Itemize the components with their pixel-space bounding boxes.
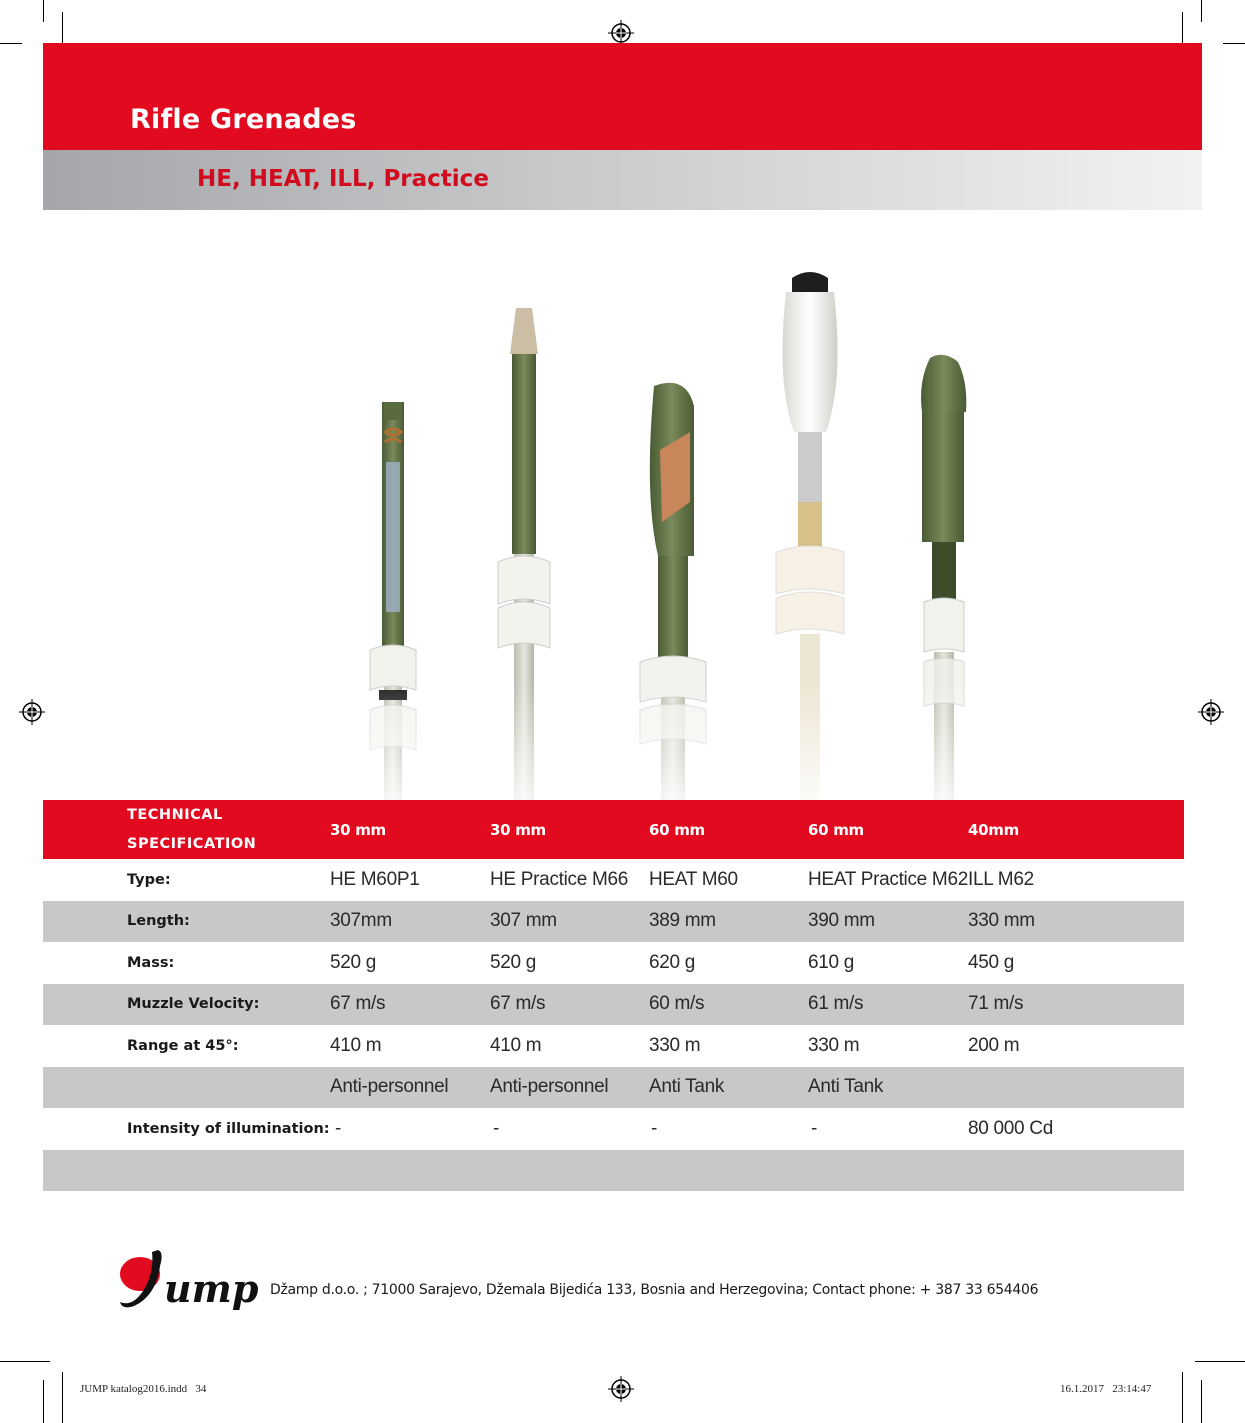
spec-row-length (43, 901, 1184, 943)
crop-mark (43, 1380, 44, 1423)
spec-row-muzzle-velocity (43, 984, 1184, 1026)
crop-mark (1201, 0, 1202, 22)
spec-row-mass (43, 942, 1184, 984)
spec-table (43, 800, 1184, 1191)
table-cell: 67 m/s (330, 993, 386, 1015)
table-cell: 410 m (490, 1034, 542, 1056)
caliber-header: 30 mm (490, 820, 546, 839)
table-cell: 80 000 Cd (968, 1117, 1053, 1139)
table-cell: 390 mm (808, 910, 875, 932)
slug-datetime: 16.1.2017 23:14:47 (1060, 1383, 1152, 1395)
spec-row-purpose (43, 1067, 1184, 1109)
table-cell: HE Practice M66 (490, 868, 629, 890)
caliber-header: 60 mm (808, 820, 864, 839)
registration-mark-icon (1198, 699, 1224, 725)
table-cell: 520 g (330, 951, 377, 973)
table-cell: 610 g (808, 951, 855, 973)
svg-text:ump: ump (164, 1266, 258, 1311)
row-label: Muzzle Velocity: (127, 996, 260, 1013)
table-cell: 60 m/s (649, 993, 705, 1015)
table-cell: HEAT M60 (649, 868, 738, 890)
rifle-grenades-illustration (340, 262, 1000, 800)
table-cell: 67 m/s (490, 993, 546, 1015)
crop-mark (0, 1361, 50, 1362)
crop-mark (1223, 43, 1245, 44)
spec-row-range (43, 1025, 1184, 1067)
crop-mark (1201, 1380, 1202, 1423)
table-cell: 450 g (968, 951, 1015, 973)
registration-mark-icon (608, 1376, 634, 1402)
table-cell: - (651, 1117, 658, 1139)
spec-row-illumination (43, 1108, 1184, 1150)
spec-row-empty (43, 1150, 1184, 1192)
table-cell: - (493, 1117, 500, 1139)
crop-mark (1182, 1372, 1183, 1423)
table-cell: 307 mm (490, 910, 557, 932)
table-cell: 330 m (649, 1034, 701, 1056)
registration-mark-icon (19, 699, 45, 725)
row-label: Type: (127, 871, 171, 888)
page-subtitle: HE, HEAT, ILL, Practice (197, 166, 489, 192)
caliber-header: 60 mm (649, 820, 705, 839)
table-cell: HEAT Practice M62 (808, 868, 968, 890)
row-label: Intensity of illumination: (127, 1120, 330, 1137)
slug-file-info: JUMP katalog2016.indd 34 (80, 1383, 207, 1395)
crop-mark (62, 1372, 63, 1423)
table-cell: 200 m (968, 1034, 1020, 1056)
spec-header-label (127, 801, 256, 859)
caliber-header: 30 mm (330, 820, 386, 839)
page-title: Rifle Grenades (130, 104, 357, 135)
table-cell: 307mm (330, 910, 392, 932)
crop-mark (0, 43, 22, 44)
row-label: Mass: (127, 954, 175, 971)
table-cell: ILL M62 (968, 868, 1034, 890)
jump-logo (118, 1244, 258, 1316)
crop-mark (1195, 1361, 1245, 1362)
table-cell: 61 m/s (808, 993, 864, 1015)
table-cell: 410 m (330, 1034, 382, 1056)
table-cell: 520 g (490, 951, 537, 973)
spec-table-header (43, 800, 1184, 859)
spec-header-label-line2: SPECIFICATION (127, 835, 257, 852)
table-cell: 330 m (808, 1034, 860, 1056)
table-cell: HE M60P1 (330, 868, 420, 890)
table-cell: 71 m/s (968, 993, 1024, 1015)
table-cell: - (811, 1117, 818, 1139)
table-cell: 620 g (649, 951, 696, 973)
table-cell: Anti-personnel (490, 1076, 609, 1098)
caliber-header: 40mm (968, 820, 1019, 839)
table-cell: 330 mm (968, 910, 1035, 932)
table-cell: Anti Tank (808, 1076, 884, 1098)
row-label: Length: (127, 913, 190, 930)
table-cell: Anti Tank (649, 1076, 725, 1098)
spec-row-type (43, 859, 1184, 901)
footer-contact: Džamp d.o.o. ; 71000 Sarajevo, Džemala Bijedića 133, Bosnia and Herzegovina; Contact phone: + 387 33 654406 (270, 1282, 1039, 1298)
table-cell: Anti-personnel (330, 1076, 449, 1098)
crop-mark (43, 0, 44, 22)
table-cell: - (335, 1117, 342, 1139)
table-cell: 389 mm (649, 910, 716, 932)
spec-header-label-line1: TECHNICAL (127, 806, 223, 823)
row-label: Range at 45°: (127, 1037, 239, 1054)
